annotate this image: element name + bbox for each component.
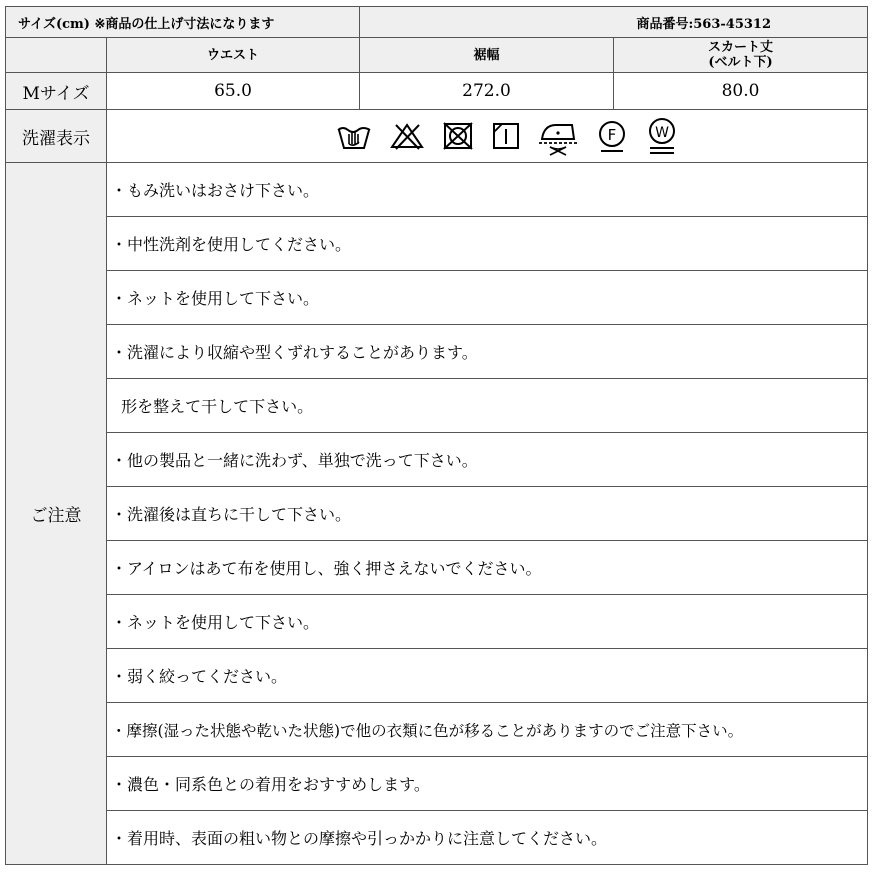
note-item: 形を整えて干して下さい。 (107, 379, 868, 433)
column-header-waist: ウエスト (107, 38, 360, 73)
column-header-hem-width: 裾幅 (360, 38, 614, 73)
note-item: ・摩擦(湿った状態や乾いた状態)で他の衣類に色が移ることがありますのでご注意下さい。 (107, 703, 868, 757)
hand-wash-icon (334, 118, 374, 154)
size-note: サイズ(cm) ※商品の仕上げ寸法になります (6, 7, 360, 38)
svg-text:F: F (607, 126, 617, 144)
note-item: ・弱く絞ってください。 (107, 649, 868, 703)
note-row (6, 433, 868, 487)
note-item: ・アイロンはあて布を使用し、強く押さえないでください。 (107, 541, 868, 595)
no-tumble-dry-icon (440, 119, 476, 153)
note-item: ・洗濯により収縮や型くずれすることがあります。 (107, 325, 868, 379)
skirt-length-value: 80.0 (614, 73, 868, 110)
note-item: ・洗濯後は直ちに干して下さい。 (107, 487, 868, 541)
size-and-care-sheet (5, 6, 867, 872)
note-row (6, 595, 868, 649)
size-care-table (5, 6, 868, 865)
note-item: ・もみ洗いはおさけ下さい。 (107, 163, 868, 217)
note-row (6, 379, 868, 433)
note-row (6, 487, 868, 541)
size-label: Mサイズ (6, 73, 107, 110)
corner-cell (6, 38, 107, 73)
note-row (6, 649, 868, 703)
notes-label: ご注意 (6, 163, 107, 865)
size-row-m (6, 73, 868, 110)
professional-wet-clean-w-icon (644, 116, 680, 156)
no-bleach-icon (388, 119, 426, 153)
note-row (6, 217, 868, 271)
note-item: ・ネットを使用して下さい。 (107, 271, 868, 325)
note-row (6, 811, 868, 865)
header-row (6, 7, 868, 38)
column-header-skirt-length: スカート丈 (ベルト下) (614, 38, 868, 73)
note-row (6, 271, 868, 325)
note-item: ・他の製品と一緒に洗わず、単独で洗って下さい。 (107, 433, 868, 487)
wash-row (6, 110, 868, 163)
svg-text:W: W (655, 125, 669, 141)
product-number: 商品番号:563-45312 (360, 7, 868, 38)
waist-value: 65.0 (107, 73, 360, 110)
wash-label: 洗濯表示 (6, 110, 107, 163)
professional-dry-clean-f-icon (594, 118, 630, 154)
note-row (6, 541, 868, 595)
note-row (6, 163, 868, 217)
note-row (6, 325, 868, 379)
note-row (6, 703, 868, 757)
iron-low-with-cloth-icon (536, 115, 580, 157)
note-item: ・濃色・同系色との着用をおすすめします。 (107, 757, 868, 811)
note-item: ・ネットを使用して下さい。 (107, 595, 868, 649)
note-item: ・着用時、表面の粗い物との摩擦や引っかかりに注意してください。 (107, 811, 868, 865)
hem-width-value: 272.0 (360, 73, 614, 110)
note-item: ・中性洗剤を使用してください。 (107, 217, 868, 271)
drip-dry-icon (490, 119, 522, 153)
wash-icons-cell (107, 110, 868, 163)
column-header-row (6, 38, 868, 73)
note-row (6, 757, 868, 811)
